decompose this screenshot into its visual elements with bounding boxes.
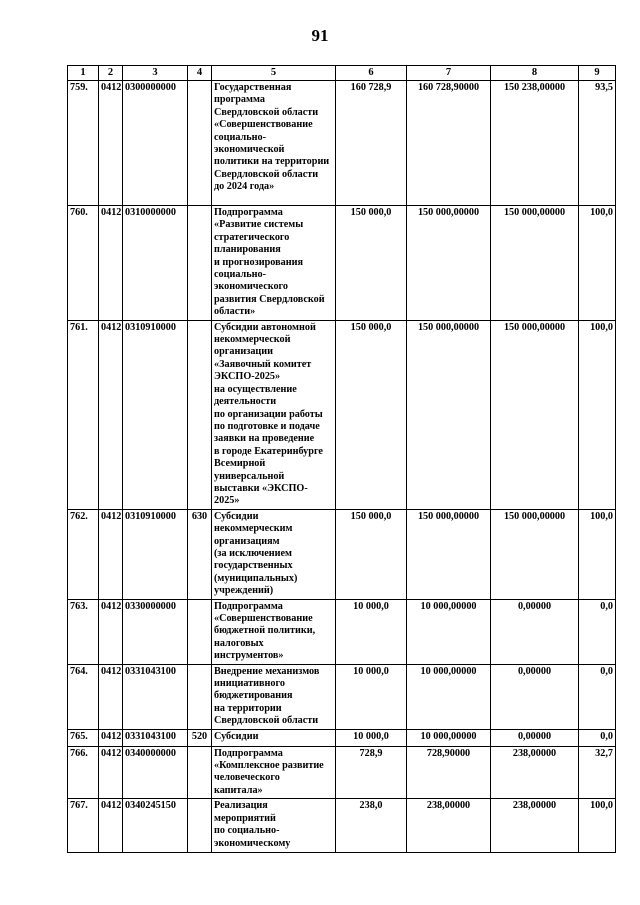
execution-percent: 0,0 <box>579 599 616 664</box>
item-name: Реализация мероприятий по социально- экономическому <box>212 799 336 853</box>
item-name: Субсидии автономной некоммерческой организации «Заявочный комитет ЭКСПО-2025» на осуществление деятельности по организации работы по подготовке и подаче заявки на проведение в городе Екатеринбурге Всемирной универсальной выставки «ЭКСПО- 2025» <box>212 320 336 509</box>
page-number: 91 <box>311 26 329 45</box>
expense-type <box>188 81 212 206</box>
column-header: 7 <box>407 66 491 81</box>
executed-amount: 150 000,00000 <box>407 320 491 509</box>
planned-amount: 10 000,0 <box>336 664 407 729</box>
column-header: 3 <box>123 66 188 81</box>
item-name: Подпрограмма «Комплексное развитие человеческого капитала» <box>212 746 336 799</box>
executed-amount: 160 728,90000 <box>407 81 491 206</box>
planned-amount: 10 000,0 <box>336 729 407 746</box>
item-name: Государственная программа Свердловской области «Совершенствование социально- экономической политики на территории Свердловской области до 2024 года» <box>212 81 336 206</box>
item-name: Подпрограмма «Развитие системы стратегического планирования и прогнозирования социально- экономического развития Свердловской области» <box>212 206 336 321</box>
section-code: 0412 <box>99 81 123 206</box>
item-name: Субсидии <box>212 729 336 746</box>
target-code: 0310000000 <box>123 206 188 321</box>
column-header: 6 <box>336 66 407 81</box>
item-name: Субсидии некоммерческим организациям (за исключением государственных (муниципальных) учреждений) <box>212 509 336 599</box>
column-header: 2 <box>99 66 123 81</box>
remaining-amount: 150 238,00000 <box>491 81 579 206</box>
planned-amount: 10 000,0 <box>336 599 407 664</box>
remaining-amount: 150 000,00000 <box>491 206 579 321</box>
target-code: 0330000000 <box>123 599 188 664</box>
row-number: 761. <box>68 320 99 509</box>
execution-percent: 100,0 <box>579 509 616 599</box>
table-row <box>68 664 616 729</box>
planned-amount: 238,0 <box>336 799 407 853</box>
expense-type <box>188 599 212 664</box>
row-number: 765. <box>68 729 99 746</box>
section-code: 0412 <box>99 206 123 321</box>
table-row <box>68 81 616 206</box>
execution-percent: 100,0 <box>579 320 616 509</box>
execution-percent: 93,5 <box>579 81 616 206</box>
planned-amount: 150 000,0 <box>336 320 407 509</box>
remaining-amount: 0,00000 <box>491 599 579 664</box>
target-code: 0310910000 <box>123 320 188 509</box>
row-number: 767. <box>68 799 99 853</box>
planned-amount: 160 728,9 <box>336 81 407 206</box>
target-code: 0310910000 <box>123 509 188 599</box>
item-name: Подпрограмма «Совершенствование бюджетной политики, налоговых инструментов» <box>212 599 336 664</box>
column-header: 1 <box>68 66 99 81</box>
table-row <box>68 320 616 509</box>
expense-type <box>188 799 212 853</box>
remaining-amount: 0,00000 <box>491 664 579 729</box>
item-name: Внедрение механизмов инициативного бюджетирования на территории Свердловской области <box>212 664 336 729</box>
expense-type: 630 <box>188 509 212 599</box>
row-number: 759. <box>68 81 99 206</box>
section-code: 0412 <box>99 320 123 509</box>
target-code: 0300000000 <box>123 81 188 206</box>
executed-amount: 238,00000 <box>407 799 491 853</box>
target-code: 0340245150 <box>123 799 188 853</box>
execution-percent: 32,7 <box>579 746 616 799</box>
budget-table <box>67 65 616 853</box>
table-row <box>68 206 616 321</box>
column-header: 5 <box>212 66 336 81</box>
target-code: 0331043100 <box>123 664 188 729</box>
column-header: 9 <box>579 66 616 81</box>
section-code: 0412 <box>99 799 123 853</box>
table-row <box>68 729 616 746</box>
row-number: 764. <box>68 664 99 729</box>
column-header: 8 <box>491 66 579 81</box>
executed-amount: 150 000,00000 <box>407 206 491 321</box>
execution-percent: 0,0 <box>579 729 616 746</box>
expense-type <box>188 206 212 321</box>
executed-amount: 10 000,00000 <box>407 599 491 664</box>
remaining-amount: 150 000,00000 <box>491 509 579 599</box>
row-number: 763. <box>68 599 99 664</box>
planned-amount: 728,9 <box>336 746 407 799</box>
row-number: 766. <box>68 746 99 799</box>
table-row <box>68 799 616 853</box>
executed-amount: 10 000,00000 <box>407 664 491 729</box>
expense-type <box>188 320 212 509</box>
planned-amount: 150 000,0 <box>336 509 407 599</box>
target-code: 0340000000 <box>123 746 188 799</box>
table-header-row <box>68 66 616 81</box>
section-code: 0412 <box>99 599 123 664</box>
table-row <box>68 509 616 599</box>
execution-percent: 100,0 <box>579 799 616 853</box>
section-code: 0412 <box>99 729 123 746</box>
column-header: 4 <box>188 66 212 81</box>
target-code: 0331043100 <box>123 729 188 746</box>
remaining-amount: 0,00000 <box>491 729 579 746</box>
executed-amount: 150 000,00000 <box>407 509 491 599</box>
execution-percent: 0,0 <box>579 664 616 729</box>
row-number: 760. <box>68 206 99 321</box>
section-code: 0412 <box>99 664 123 729</box>
executed-amount: 728,90000 <box>407 746 491 799</box>
expense-type: 520 <box>188 729 212 746</box>
planned-amount: 150 000,0 <box>336 206 407 321</box>
remaining-amount: 238,00000 <box>491 746 579 799</box>
row-number: 762. <box>68 509 99 599</box>
expense-type <box>188 746 212 799</box>
remaining-amount: 150 000,00000 <box>491 320 579 509</box>
section-code: 0412 <box>99 509 123 599</box>
table-row <box>68 599 616 664</box>
table-row <box>68 746 616 799</box>
expense-type <box>188 664 212 729</box>
section-code: 0412 <box>99 746 123 799</box>
execution-percent: 100,0 <box>579 206 616 321</box>
executed-amount: 10 000,00000 <box>407 729 491 746</box>
remaining-amount: 238,00000 <box>491 799 579 853</box>
